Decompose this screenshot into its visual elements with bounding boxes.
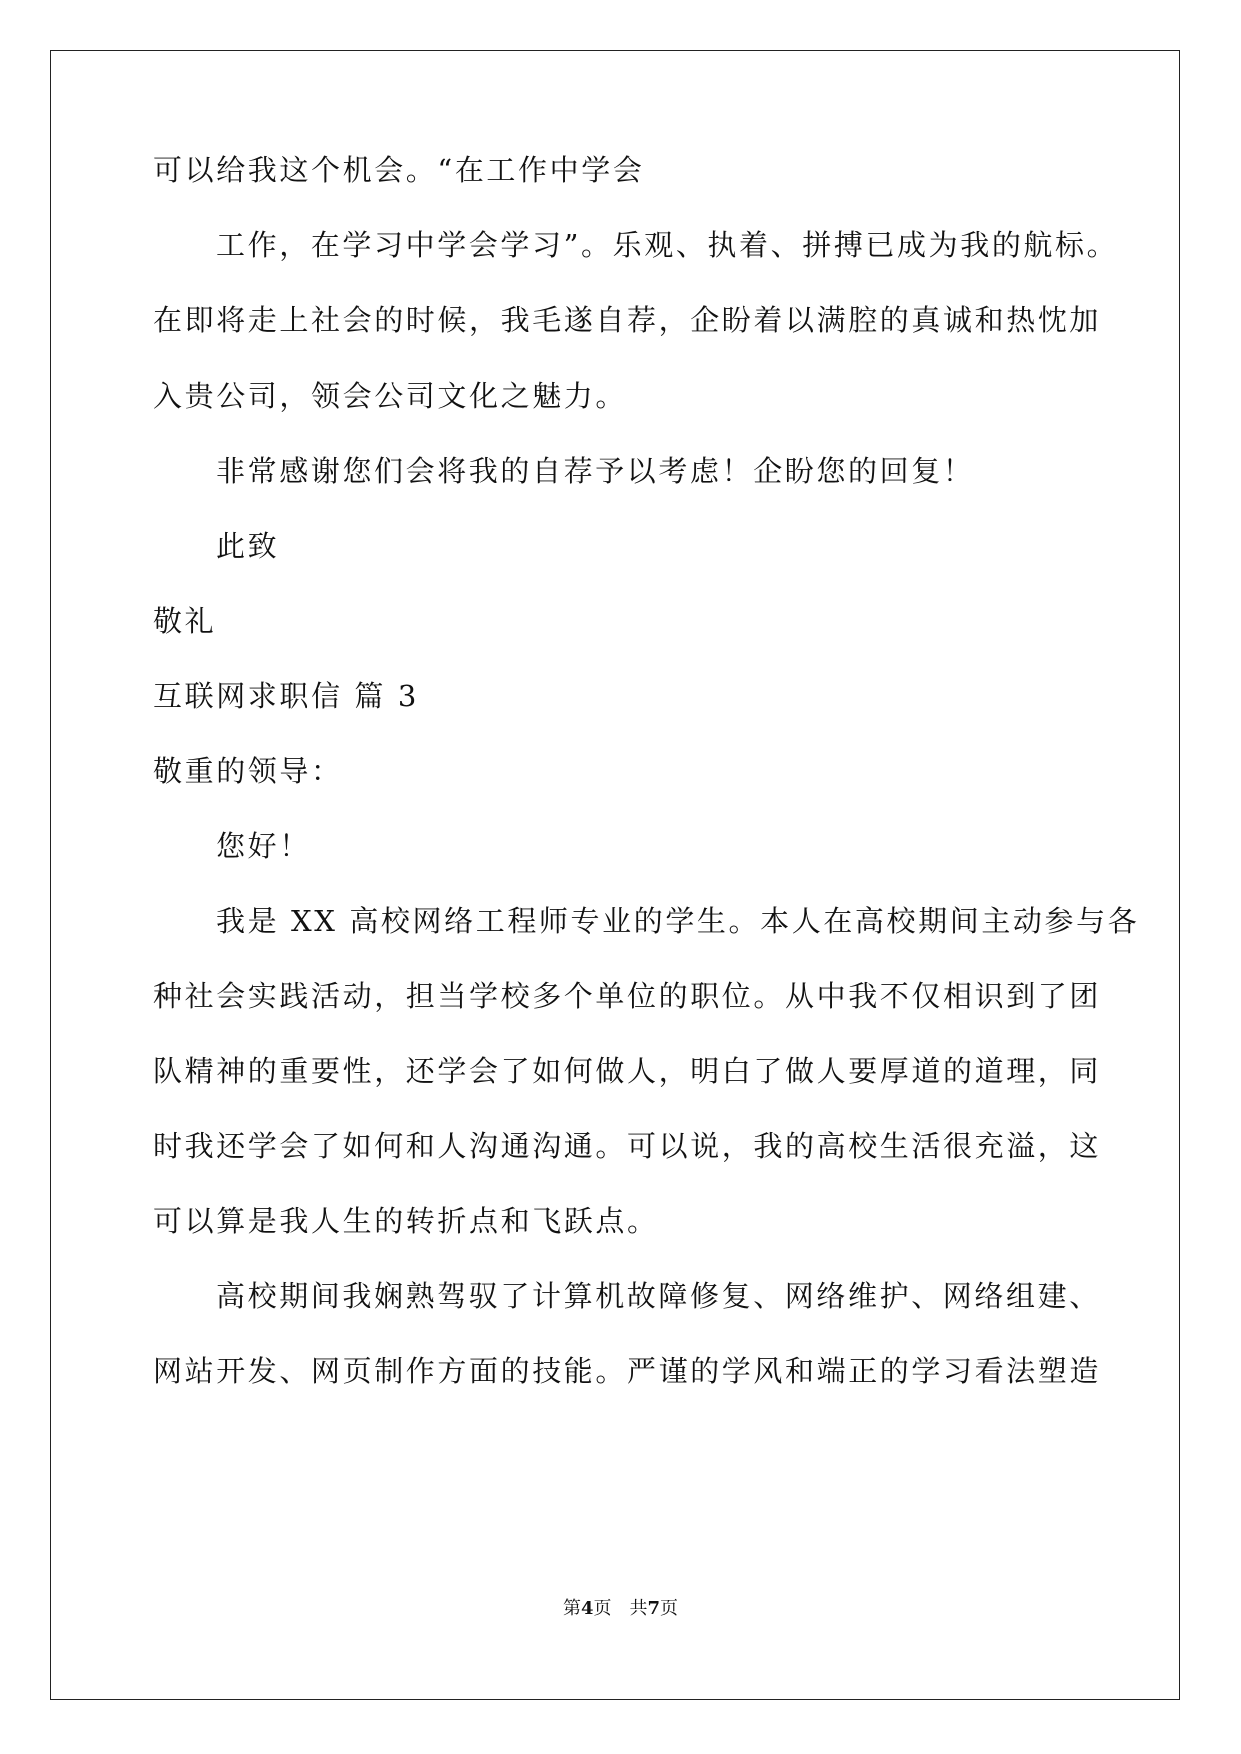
salutation: 敬重的领导： xyxy=(153,754,343,788)
page-number: 4 xyxy=(580,1598,594,1619)
page-prefix: 第 xyxy=(562,1598,581,1619)
page-suffix: 页 xyxy=(593,1598,612,1619)
body-line: 可以给我这个机会。“在工作中学会 xyxy=(153,153,645,187)
closing-line: 此致 xyxy=(216,529,280,563)
greeting: 您好！ xyxy=(216,829,311,863)
body-line: 非常感谢您们会将我的自荐予以考虑！企盼您的回复！ xyxy=(216,454,975,488)
body-line: 工作，在学习中学会学习”。乐观、执着、拼搏已成为我的航标。 xyxy=(216,228,1119,262)
page-border xyxy=(50,50,1180,1700)
closing-line: 敬礼 xyxy=(153,604,217,638)
body-line: 高校期间我娴熟驾驭了计算机故障修复、网络维护、网络组建、 xyxy=(216,1279,1101,1313)
total-pages: 7 xyxy=(647,1598,661,1619)
body-line: 网站开发、网页制作方面的技能。严谨的学风和端正的学习看法塑造 xyxy=(153,1354,1102,1388)
page-footer xyxy=(0,1597,1241,1621)
body-line: 种社会实践活动，担当学校多个单位的职位。从中我不仅相识到了团 xyxy=(153,979,1102,1013)
section-heading: 互联网求职信 篇 3 xyxy=(153,679,419,713)
total-prefix: 共 xyxy=(629,1598,648,1619)
body-line: 时我还学会了如何和人沟通沟通。可以说，我的高校生活很充溢，这 xyxy=(153,1129,1102,1163)
total-suffix: 页 xyxy=(660,1598,679,1619)
body-line: 入贵公司，领会公司文化之魅力。 xyxy=(153,379,628,413)
body-line: 在即将走上社会的时候，我毛遂自荐，企盼着以满腔的真诚和热忱加 xyxy=(153,303,1102,337)
body-line: 我是 XX 高校网络工程师专业的学生。本人在高校期间主动参与各 xyxy=(216,904,1140,938)
body-line: 可以算是我人生的转折点和飞跃点。 xyxy=(153,1204,659,1238)
body-line: 队精神的重要性，还学会了如何做人，明白了做人要厚道的道理，同 xyxy=(153,1054,1102,1088)
